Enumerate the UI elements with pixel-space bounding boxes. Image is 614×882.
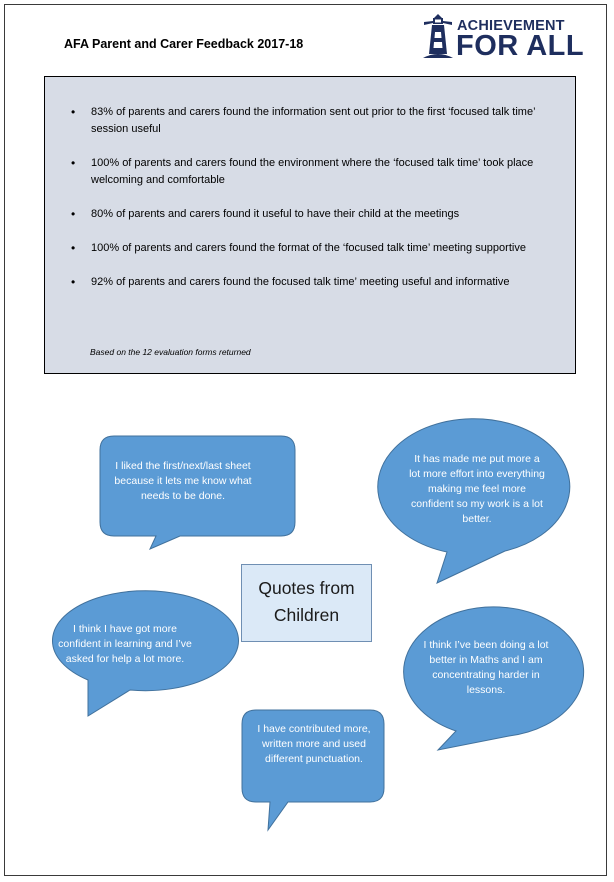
logo-text-for-all: FOR ALL bbox=[456, 30, 585, 62]
quote-text-2: It has made me put more a lot more effort into everything making me feel more confident so my work is a lot better. bbox=[409, 453, 545, 525]
page-title: AFA Parent and Carer Feedback 2017-18 bbox=[64, 37, 304, 51]
stat-item: • 100% of parents and carers found the environment where the ‘focused talk time’ took place welcoming and comfortable bbox=[45, 155, 559, 189]
stat-item: • 80% of parents and carers found it useful to have their child at the meetings bbox=[45, 206, 559, 223]
quote-text-3: I think I have got more confident in learning and I’ve asked for help a lot more. bbox=[58, 623, 192, 665]
footnote: Based on the 12 evaluation forms returned bbox=[90, 347, 251, 357]
stat-item: • 83% of parents and carers found the information sent out prior to the first ‘focused talk time’ session useful bbox=[45, 104, 559, 138]
stat-item: • 100% of parents and carers found the format of the ‘focused talk time’ meeting supportive bbox=[45, 240, 559, 257]
quote-text-1: I liked the first/next/last sheet because it lets me know what needs to be done. bbox=[114, 460, 252, 502]
logo-text-achievement: ACHIEVEMENT bbox=[457, 18, 565, 34]
quote-text-4: I think I’ve been doing a lot better in Maths and I am concentrating harder in lessons. bbox=[423, 639, 549, 696]
stat-item: • 92% of parents and carers found the focused talk time’ meeting useful and informative bbox=[45, 274, 559, 291]
quotes-heading-box bbox=[241, 564, 372, 642]
quote-text-5: I have contributed more, written more and used different punctuation. bbox=[257, 723, 371, 765]
quotes-heading: Quotes from Children bbox=[258, 578, 355, 625]
